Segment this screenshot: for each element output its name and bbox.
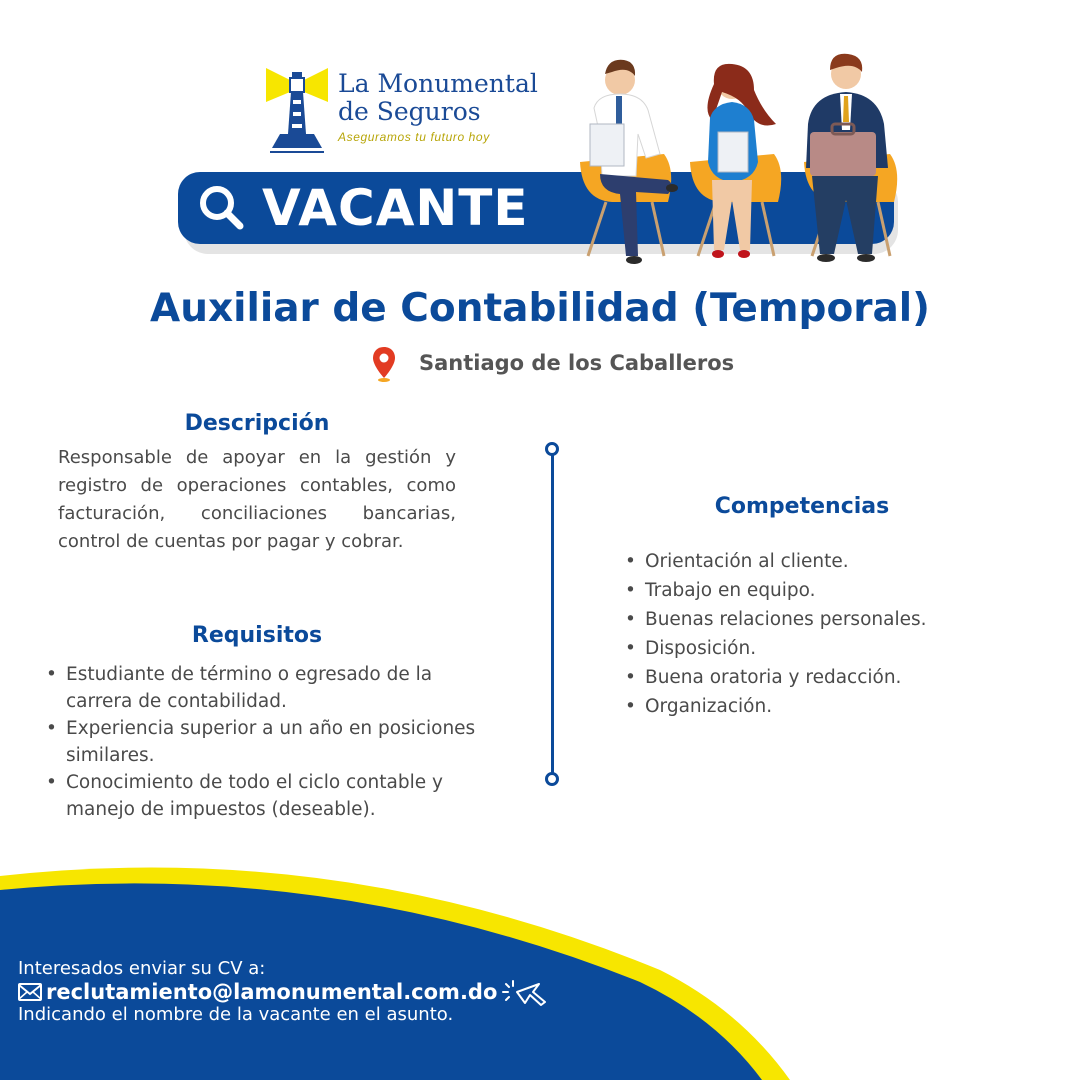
job-title: Auxiliar de Contabilidad (Temporal) bbox=[150, 286, 930, 331]
requirements-list bbox=[46, 661, 486, 823]
lighthouse-logo-icon bbox=[266, 62, 328, 154]
list-item: • Conocimiento de todo el ciclo contable y manejo de impuestos (deseable). bbox=[46, 769, 486, 823]
contact-email-row bbox=[18, 978, 547, 1006]
description-heading: Descripción bbox=[184, 411, 330, 436]
vacante-label: VACANTE bbox=[262, 179, 529, 237]
competencies-heading: Competencias bbox=[714, 494, 890, 519]
list-item: • Organización. bbox=[625, 692, 1025, 721]
divider-top-dot bbox=[545, 442, 559, 456]
list-item: • Orientación al cliente. bbox=[625, 547, 1025, 576]
section-divider bbox=[551, 451, 554, 777]
contact-email-link[interactable]: reclutamiento@lamonumental.com.do bbox=[46, 980, 498, 1004]
company-name bbox=[338, 70, 538, 126]
description-text: Responsable de apoyar en la gestión y registro de operaciones contables, como facturación, conciliaciones bancarias, control de cuentas por pagar y cobrar. bbox=[58, 447, 456, 552]
company-name-line1: La Monumental bbox=[338, 69, 538, 98]
search-icon bbox=[196, 182, 246, 232]
contact-intro: Interesados enviar su CV a: bbox=[18, 958, 266, 979]
cursor-click-icon bbox=[499, 978, 547, 1006]
list-item: • Buenas relaciones personales. bbox=[625, 605, 1025, 634]
envelope-icon bbox=[18, 983, 42, 1001]
requirements-heading: Requisitos bbox=[191, 623, 323, 648]
competencies-list bbox=[625, 547, 1025, 721]
list-item: • Disposición. bbox=[625, 634, 1025, 663]
list-item: • Estudiante de término o egresado de la carrera de contabilidad. bbox=[46, 661, 486, 715]
company-name-line2: de Seguros bbox=[338, 97, 481, 126]
job-location: Santiago de los Caballeros bbox=[419, 351, 735, 375]
divider-bottom-dot bbox=[545, 772, 559, 786]
company-tagline: Aseguramos tu futuro hoy bbox=[338, 130, 490, 144]
list-item: • Experiencia superior a un año en posiciones similares. bbox=[46, 715, 486, 769]
contact-instructions: Indicando el nombre de la vacante en el asunto. bbox=[18, 1004, 454, 1025]
candidates-illustration bbox=[572, 50, 902, 276]
location-pin-icon bbox=[372, 346, 396, 382]
list-item: • Trabajo en equipo. bbox=[625, 576, 1025, 605]
company-logo bbox=[266, 62, 546, 154]
list-item: • Buena oratoria y redacción. bbox=[625, 663, 1025, 692]
